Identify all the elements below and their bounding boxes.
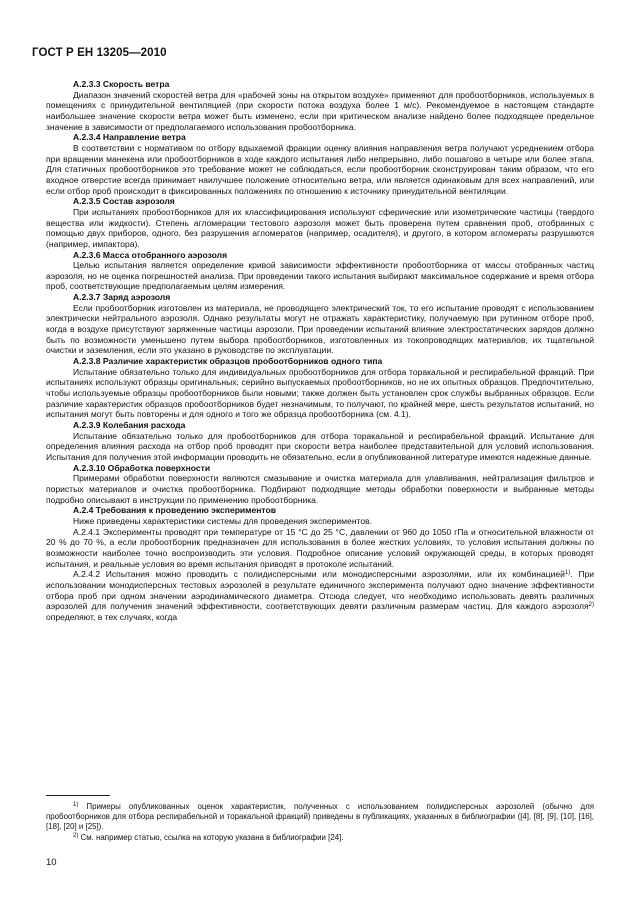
- footnote-divider: [46, 795, 110, 796]
- section-heading: A.2.3.6 Масса отобранного аэрозоля: [73, 249, 228, 260]
- document-body: [46, 79, 594, 622]
- section-heading: A.2.4 Требования к проведению экспериментов: [73, 505, 276, 516]
- paragraph: Целью испытания является определение кривой зависимости эффективности пробоотборника от массы отобранных частиц аэрозоля, но не оценка погрешностей анализа. При проведении такого испытания выбирают максимальное содержание и время отбора проб, соответствующие предполагаемым целям измерения.: [46, 260, 594, 292]
- footnote: [46, 833, 594, 843]
- footnote-mark: 1): [73, 802, 79, 808]
- text-span: . При использовании монодисперсных тестовых аэрозолей в результате единичного эксперимента получают одно значение эффективности отбора проб при одном значении аэродинамического диаметра. Отсюда следует, что необходимо использовать девять различных аэрозолей для получения значений эффективности, соответствующих девяти различным размерам частиц. Для каждого аэрозоля: [46, 569, 594, 612]
- footnote-mark: 2): [73, 832, 79, 839]
- footnote: [46, 802, 594, 833]
- section-heading: A.2.3.3 Скорость ветра: [73, 79, 170, 89]
- paragraph: Если пробоотборник изготовлен из материала, не проводящего электрический ток, то его испытание проводят с использованием электрически нейтрального аэрозоля. Однако результаты могут не отражать характеристику, получаемую при рутинном отборе проб, когда в воздухе присутствуют заряженные частицы аэрозоли. При проведении испытаний влияние электростатических зарядов должно быть по возможности уменьшено путем выбора пробоотборников, изготовленных из токопроводящих материалов, их тщательной очистки и заземления, если это указано в руководстве по эксплуатации.: [46, 302, 594, 356]
- footnotes: [46, 802, 594, 843]
- paragraph-with-footnotes: [46, 569, 594, 622]
- footnote-text: Примеры опубликованных оценок характеристик, полученных с использованием полидисперсных аэрозолей (обычно для пробоотборников для отбора респирабельной и торакальной фракций) приведены в публикациях, указанных в библиографии ([4], [8], [9], [10], [16], [18], [20] и [25]).: [46, 802, 594, 832]
- section-heading: A.2.3.5 Состав аэрозоля: [73, 196, 175, 207]
- page-number: 10: [46, 857, 57, 868]
- footnote-ref: 1): [564, 570, 571, 577]
- paragraph: Диапазон значений скоростей ветра для «рабочей зоны на открытом воздухе» применяют для пробоотборников, используемых в помещениях с принудительной вентиляцией (при скорости потока воздуха более 1 м/с). Рекомендуемое в настоящем стандарте наибольшее значение скорости ветра может быть изменено, если при критическом анализе найдено более подходящее предельное значение в зависимости от предполагаемого использования пробоотборника.: [46, 89, 594, 132]
- paragraph: В соответствии с нормативом по отбору вдыхаемой фракции оценку влияния направления ветра получают усреднением отбора при вращении манекена или пробоотборников в ходе каждого испытания либо непрерывно, либо пошагово в четыре или более этапа. Для статичных пробоотборников это требование может не соблюдаться, если пробоотборник сконструирован таким образом, что его входное отверстие всегда принимает наилучшее положение относительно ветра, или является одинаковым для всех направлений, или если отбор проб происходит в фиксированных положениях по отношению к источнику принудительной вентиляции.: [46, 142, 594, 196]
- text-span: A.2.4.2 Испытания можно проводить с полидисперсными или монодисперсными аэрозолями, или их комбинацией: [73, 569, 565, 580]
- paragraph: Испытание обязательно только для индивидуальных пробоотборников для отбора торакальной и респирабельной фракций. При испытаниях используют образцы оригинальных, серийно выпускаемых пробоотборников, но не их опытных образцов. Предпочтительно, чтобы используемые образцы пробоотборников были новыми; также должен быть установлен срок службы выбранных образцов. Если различие характеристик образцов пробоотборников будет незначимым, то получают, по крайней мере, шесть результатов испытаний, но испытания могут быть повторены и для одного и того же образца пробоотборника (см. 4.1).: [46, 366, 594, 420]
- text-span: определяют, в тех случаях, когда: [46, 611, 178, 622]
- document-header: ГОСТ Р ЕН 13205—2010: [32, 47, 167, 59]
- paragraph: A.2.4.1 Эксперименты проводят при температуре от 15 °С до 25 °С, давлении от 960 до 1050 гПа и относительной влажности от 20 % до 70 %, а если пробоотборник предназначен для использования в более жестких условиях, то условия испытания должны по возможности наиболее точно воспроизводить эти условия. Подробное описание условий окружающей среды, в которых проводят испытания, и реальные условия во время испытания приводят в протоколе испытаний.: [46, 526, 594, 569]
- section-heading: A.2.3.8 Различие характеристик образцов пробоотборников одного типа: [73, 356, 383, 367]
- footnote-text: См. например статью, ссылка на которую указана в библиографии [24].: [80, 832, 344, 842]
- section-heading: A.2.3.10 Обработка поверхности: [73, 462, 211, 473]
- section-heading: A.2.3.9 Колебания расхода: [73, 420, 186, 430]
- paragraph: Примерами обработки поверхности являются смазывание и очистка материала для улавливания, нейтрализация фильтров и пористых материалов и очистка пробоотборника. Подбирают подходящие методы обработки поверхности и выбранные методы подробно описывают в инструкции по применению пробоотборника.: [46, 473, 594, 505]
- section-heading: A.2.3.4 Направление ветра: [73, 132, 186, 143]
- paragraph: Ниже приведены характеристики системы для проведения экспериментов.: [73, 515, 373, 526]
- paragraph: Испытание обязательно только для пробоотборников для отбора торакальной и респирабельной фракций. Испытание для определения влияния расхода на отбор проб проводят при скорости ветра наиболее представительной для условий использования. Испытания для получения этой информации проводить не обязательно, если в опубликованной литературе имеются надежные данные.: [46, 430, 594, 462]
- paragraph: При испытаниях пробоотборников для их классифицирования используют сферические или изометрические частицы (твердого вещества или жидкости). Степень агломерации тестового аэрозоля может быть проверена путем сравнения проб, отобранных с помощью двух приборов, одного, без разрушения агломератов (например, осадителя), и другого, в котором агломераты разрушаются (например, импактора).: [46, 206, 594, 249]
- footnote-ref: 2): [588, 602, 594, 609]
- section-heading: A.2.3.7 Заряд аэрозоля: [73, 292, 171, 303]
